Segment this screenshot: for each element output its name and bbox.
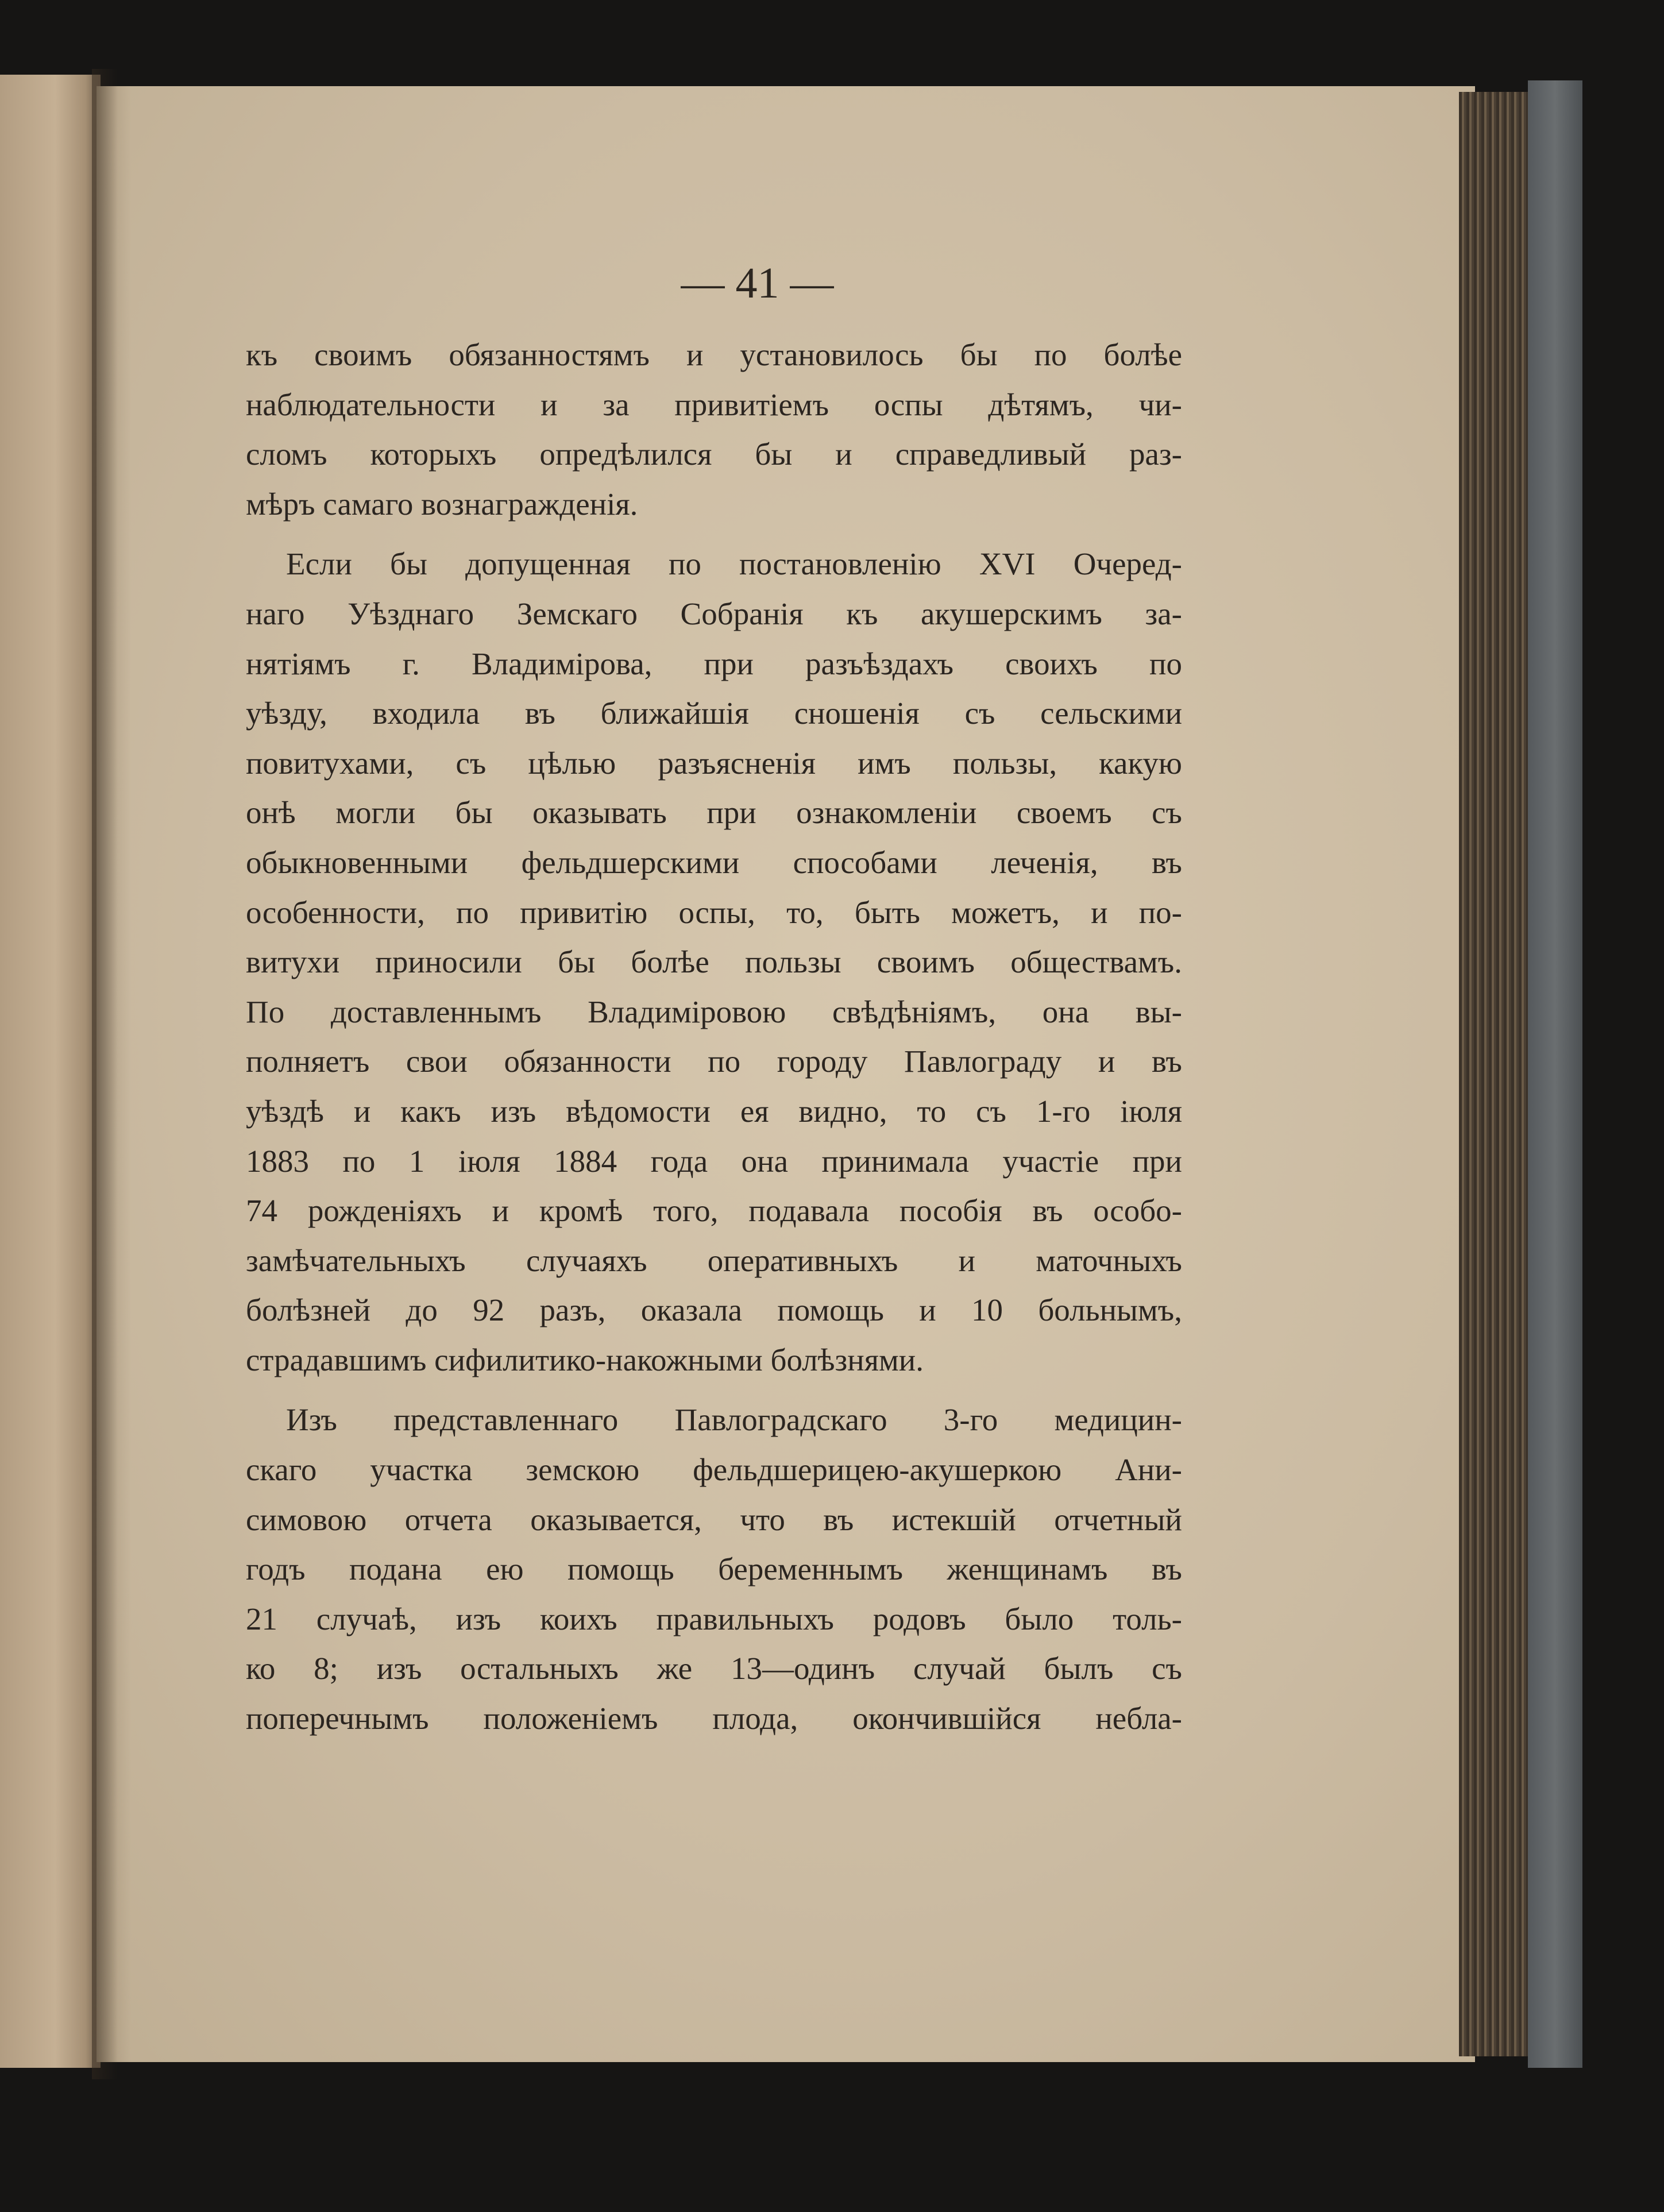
page-block-edge xyxy=(1459,92,1534,2056)
text-line: ко 8; изъ остальныхъ же 13—одинъ случай былъ съ xyxy=(246,1651,1182,1686)
text-line: скаго участка земскою фельдшерицею-акушеркою Ани- xyxy=(246,1452,1182,1488)
text-line: повитухами, съ цѣлью разъясненія имъ пользы, какую xyxy=(246,745,1182,781)
paragraph xyxy=(246,539,1182,1385)
paragraph-gap xyxy=(246,1385,1182,1395)
paragraph xyxy=(246,330,1182,529)
text-line: уѣзду, входила въ ближайшія сношенія съ сельскими xyxy=(246,696,1182,731)
page-number: — 41 — xyxy=(681,259,834,307)
text-line: къ своимъ обязанностямъ и установилось бы по болѣе xyxy=(246,337,1182,372)
text-line: замѣчательныхъ случаяхъ оперативныхъ и маточныхъ xyxy=(246,1242,1182,1278)
text-line: симовою отчета оказывается, что въ истекшій отчетный xyxy=(246,1501,1182,1537)
text-line: обыкновенными фельдшерскими способами леченія, въ xyxy=(246,844,1182,880)
left-page-edge xyxy=(0,75,101,2068)
book-cover-board xyxy=(1528,80,1582,2068)
text-line: страдавшимъ сифилитико-накожными болѣзнями. xyxy=(246,1342,924,1377)
paragraph-gap xyxy=(246,529,1182,539)
text-line: Изъ представленнаго Павлоградскаго 3-го медицин- xyxy=(286,1402,1182,1438)
text-line: наблюдательности и за привитіемъ оспы дѣтямъ, чи- xyxy=(246,387,1182,422)
text-line: мѣръ самаго вознагражденія. xyxy=(246,486,638,522)
text-line: поперечнымъ положеніемъ плода, окончившійся неблa- xyxy=(246,1701,1182,1736)
text-line: полняетъ свои обязанности по городу Павлограду и въ xyxy=(246,1044,1182,1079)
text-line: Если бы допущенная по постановленію XVI Очеред- xyxy=(286,546,1182,582)
text-line: нятіямъ г. Владимірова, при разъѣздахъ своихъ по xyxy=(246,646,1182,681)
body-text xyxy=(246,330,1182,1744)
text-line: сломъ которыхъ опредѣлился бы и справедливый раз- xyxy=(246,437,1182,472)
text-line: онѣ могли бы оказывать при ознакомленіи своемъ съ xyxy=(246,795,1182,831)
text-line: уѣздѣ и какъ изъ вѣдомости ея видно, то съ 1-го іюля xyxy=(246,1093,1182,1129)
text-line: наго Уѣзднаго Земскаго Собранія къ акушерскимъ за- xyxy=(246,596,1182,631)
text-line: болѣзней до 92 разъ, оказала помощь и 10 больнымъ, xyxy=(246,1292,1182,1328)
text-line: По доставленнымъ Владиміровою свѣдѣніямъ, она вы- xyxy=(246,994,1182,1029)
text-line: годъ подана ею помощь беременнымъ женщинамъ въ xyxy=(246,1551,1182,1587)
paragraph xyxy=(246,1395,1182,1743)
text-line: 74 рожденіяхъ и кромѣ того, подавала пособія въ особо- xyxy=(246,1193,1182,1229)
text-line: витухи приносили бы болѣе пользы своимъ обществамъ. xyxy=(246,944,1182,980)
text-line: 1883 по 1 іюля 1884 года она принимала участіе при xyxy=(246,1143,1182,1179)
spine-shadow xyxy=(92,69,118,2079)
text-line: особенности, по привитію оспы, то, быть можетъ, и по- xyxy=(246,894,1182,930)
text-line: 21 случаѣ, изъ коихъ правильныхъ родовъ было толь- xyxy=(246,1601,1182,1636)
